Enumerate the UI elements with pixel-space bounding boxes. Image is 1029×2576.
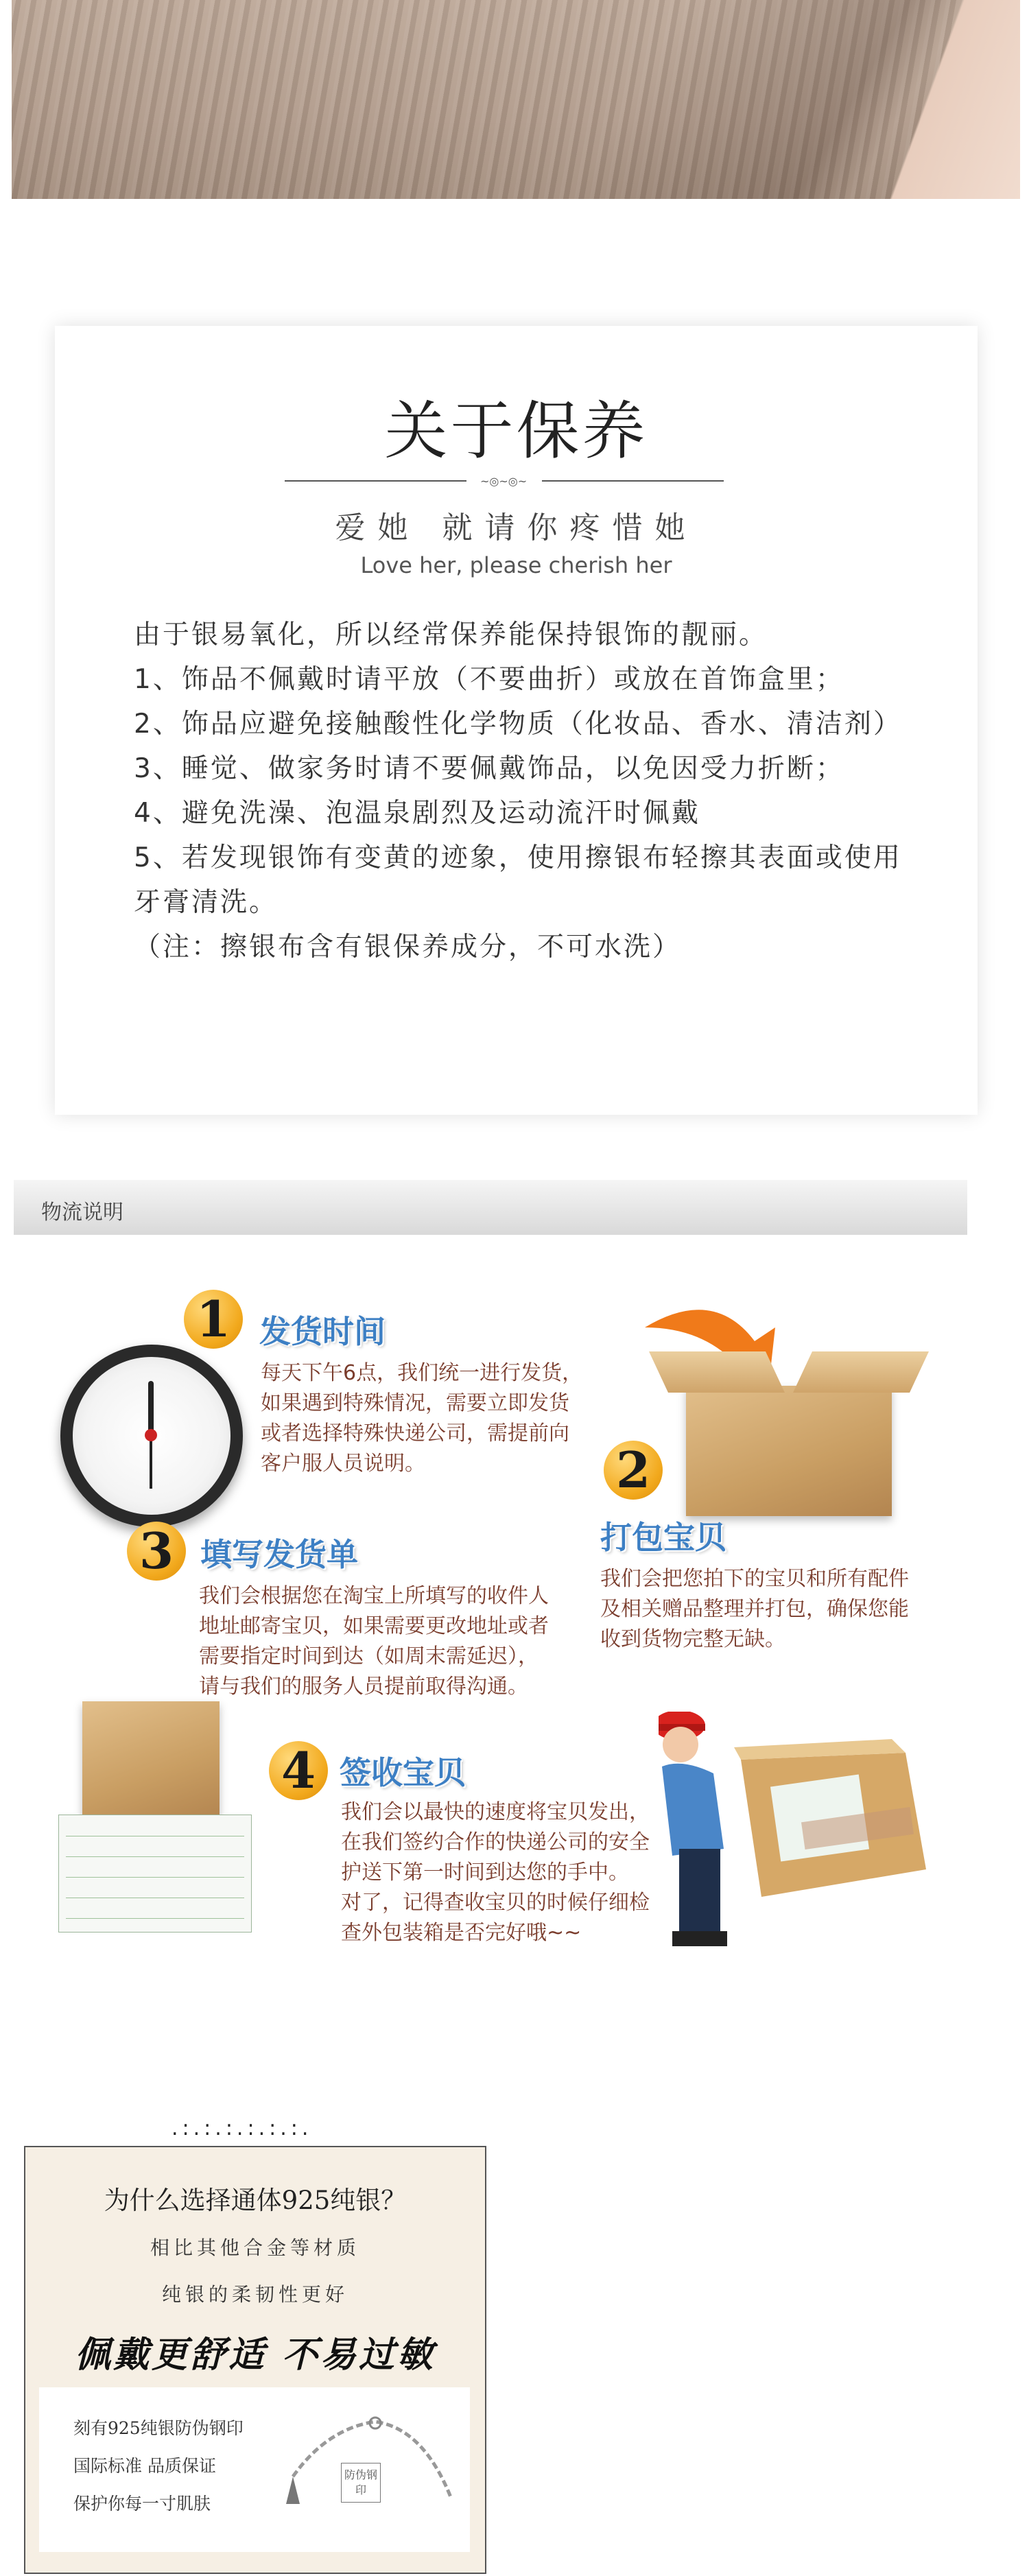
care-list xyxy=(134,613,923,969)
silver-title: 为什么选择通体925纯银？ xyxy=(104,2186,407,2215)
care-item: 由于银易氧化，所以经常保养能保持银饰的靓丽。 xyxy=(134,619,768,650)
step-4-number: 4 xyxy=(269,1741,328,1800)
step-3-line: 我们会根据您在淘宝上所填写的收件人 xyxy=(199,1584,549,1608)
care-item: 5、若发现银饰有变黄的迹象，使用擦银布轻擦其表面或使用牙膏清洗。 xyxy=(134,842,902,918)
box-flap-left xyxy=(649,1351,785,1393)
logistics-header-label: 物流说明 xyxy=(41,1201,123,1225)
silver-feature: 刻有925纯银防伪钢印 xyxy=(73,2418,244,2438)
form-row xyxy=(66,1877,244,1878)
step-2-line: 收到货物完整无缺。 xyxy=(600,1627,785,1651)
step-1-title: 发货时间 xyxy=(259,1313,386,1350)
box-flap-right xyxy=(793,1351,929,1393)
closed-box-icon xyxy=(82,1701,220,1818)
step-2-text xyxy=(600,1564,909,1655)
step-3-number: 3 xyxy=(127,1522,186,1581)
step-3-line: 地址邮寄宝贝，如果需要更改地址或者 xyxy=(199,1614,549,1638)
care-item: （注：擦银布含有银保养成分，不可水洗） xyxy=(134,932,682,962)
step-4-line: 在我们签约合作的快递公司的安全 xyxy=(341,1830,650,1854)
step-1-number: 1 xyxy=(184,1290,243,1349)
form-row xyxy=(66,1918,244,1919)
step-3-line: 请与我们的服务人员提前取得沟通。 xyxy=(199,1675,528,1699)
step-1-line: 如果遇到特殊情况，需要立即发货 xyxy=(261,1391,569,1415)
shipping-form-icon xyxy=(58,1815,252,1933)
care-item: 1、饰品不佩戴时请平放（不要曲折）或放在首饰盒里； xyxy=(134,664,844,695)
step-2-title: 打包宝贝 xyxy=(600,1519,726,1556)
care-item: 2、饰品应避免接触酸性化学物质（化妆品、香水、清洁剂） xyxy=(134,709,902,740)
step-1-line: 每天下午6点，我们统一进行发货， xyxy=(261,1361,583,1385)
ornament-line-left xyxy=(285,480,466,482)
product-fabric-photo xyxy=(12,0,1020,199)
step-3-text xyxy=(199,1581,549,1702)
step-3-line: 需要指定时间到达（如周末需延迟）， xyxy=(199,1644,539,1668)
step-4-text xyxy=(341,1797,650,1948)
silver-feature-panel xyxy=(39,2387,470,2552)
step-4-line: 查外包装箱是否完好哦~~ xyxy=(341,1921,582,1945)
care-title: 关于保养 xyxy=(384,394,648,468)
form-row xyxy=(66,1856,244,1857)
care-card xyxy=(55,326,978,1115)
decorative-dots: .:.:.:.:.:.:. xyxy=(172,2116,313,2140)
logistics-header xyxy=(14,1180,967,1235)
ornament-knot-icon: ~◎~◎~ xyxy=(480,475,528,488)
anti-counterfeit-tag: 防伪钢印 xyxy=(341,2463,381,2503)
silver-slogan: 佩戴更舒适 不易过敏 xyxy=(74,2334,436,2376)
step-4-line: 我们会以最快的速度将宝贝发出， xyxy=(341,1800,650,1824)
package-box-icon xyxy=(686,1386,892,1516)
step-2-line: 我们会把您拍下的宝贝和所有配件 xyxy=(600,1567,909,1591)
clock-hour-hand xyxy=(148,1381,154,1436)
care-item: 4、避免洗澡、泡温泉剧烈及运动流汗时佩戴 xyxy=(134,798,700,829)
fabric-skin-edge xyxy=(855,0,1020,199)
silver-feature: 国际标准 品质保证 xyxy=(73,2456,216,2476)
care-subtitle-en: Love her, please cherish her xyxy=(360,552,672,578)
step-4-line: 对了，记得查收宝贝的时候仔细检 xyxy=(341,1891,650,1915)
step-2-number: 2 xyxy=(604,1441,663,1500)
silver-feature: 保护你每一寸肌肤 xyxy=(73,2494,211,2514)
clock-minute-hand xyxy=(150,1434,152,1489)
ornament-line-right xyxy=(542,480,724,482)
care-ornament xyxy=(285,473,724,487)
silver-line-1: 相比其他合金等材质 xyxy=(150,2236,360,2259)
step-4-line: 护送下第一时间到达您的手中。 xyxy=(341,1860,629,1884)
step-2-line: 及相关赠品整理并打包，确保您能 xyxy=(600,1597,909,1621)
step-4-title: 签收宝贝 xyxy=(340,1754,466,1791)
step-3-title: 填写发货单 xyxy=(200,1536,358,1573)
clock-icon xyxy=(60,1345,243,1527)
silver-line-2: 纯银的柔韧性更好 xyxy=(161,2283,348,2306)
step-1-text xyxy=(261,1358,582,1479)
clock-center xyxy=(145,1429,157,1441)
step-1-line: 客户服人员说明。 xyxy=(261,1452,425,1476)
care-item: 3、睡觉、做家务时请不要佩戴饰品，以免因受力折断； xyxy=(134,753,844,784)
care-subtitle: 爱她 就请你疼惜她 xyxy=(335,510,698,545)
step-1-line: 或者选择特殊快递公司，需提前向 xyxy=(261,1421,569,1445)
silver-card xyxy=(24,2146,486,2574)
courier-with-package-icon xyxy=(659,1712,933,1965)
